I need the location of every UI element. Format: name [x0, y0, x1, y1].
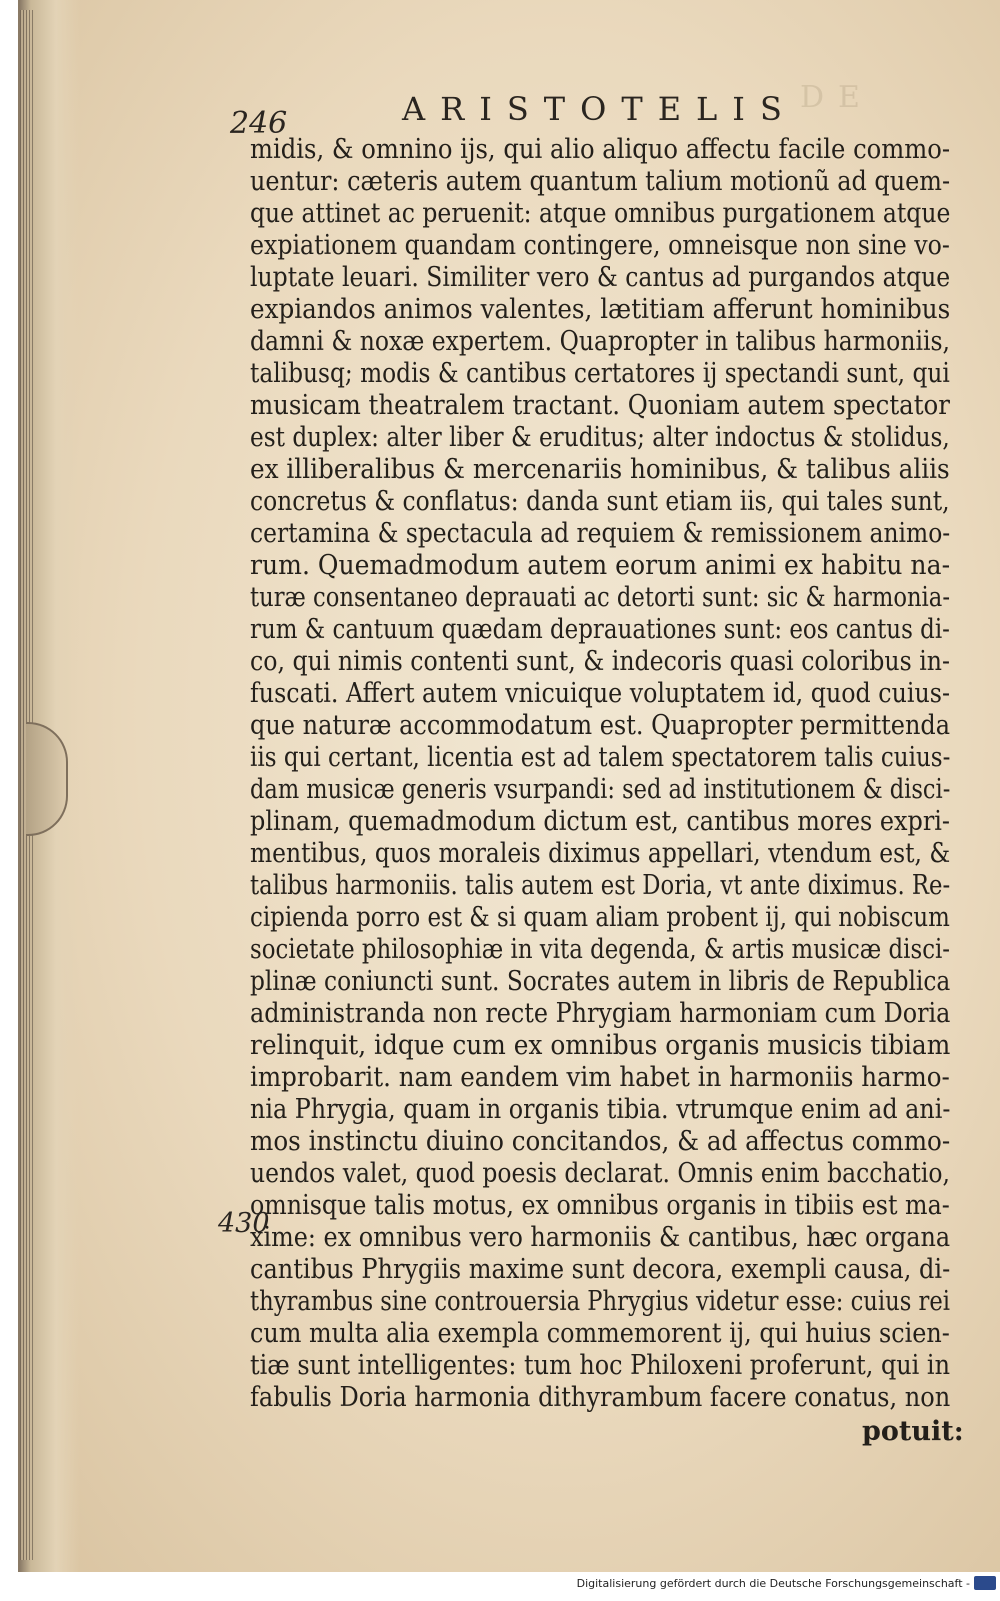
text-line: uentur: cæteris autem quantum talium motionũ ad quem-	[250, 166, 951, 197]
text-line: talibus harmoniis. talis autem est Doria, vt ante diximus. Re-	[250, 870, 951, 901]
bleed-through-text: DE	[800, 80, 874, 115]
text-line: musicam theatralem tractant. Quoniam autem spectator	[250, 390, 950, 421]
text-line: rum & cantuum quædam deprauationes sunt: eos cantus di-	[250, 614, 950, 645]
text-line: midis, & omnino ijs, qui alio aliquo affectu facile commo-	[250, 134, 951, 165]
text-line: concretus & conflatus: danda sunt etiam iis, qui tales sunt,	[250, 486, 950, 517]
text-line: iis qui certant, licentia est ad talem spectatorem talis cuius-	[250, 742, 951, 773]
text-line: fuscati. Affert autem vnicuique voluptatem id, quod cuius-	[250, 678, 950, 709]
text-line: rum. Quemadmodum autem eorum animi ex habitu na-	[250, 550, 951, 581]
text-line: administranda non recte Phrygiam harmoniam cum Doria	[250, 998, 951, 1029]
text-line: dam musicæ generis vsurpandi: sed ad institutionem & disci-	[250, 774, 951, 805]
text-line: omnisque talis motus, ex omnibus organis in tibiis est ma-	[250, 1190, 950, 1221]
page-number: 246	[230, 106, 288, 141]
text-line: certamina & spectacula ad requiem & remissionem animo-	[250, 518, 951, 549]
text-line: xime: ex omnibus vero harmoniis & cantibus, hæc organa	[250, 1222, 951, 1253]
text-line: tiæ sunt intelligentes: tum hoc Philoxeni proferunt, qui in	[250, 1350, 950, 1381]
text-line: plinam, quemadmodum dictum est, cantibus mores expri-	[250, 806, 951, 837]
text-line: cipienda porro est & si quam aliam probent ij, qui nobiscum	[250, 902, 950, 933]
page-header	[0, 82, 1000, 142]
text-line: damni & noxæ expertem. Quapropter in talibus harmoniis,	[250, 326, 950, 357]
text-line: improbarit. nam eandem vim habet in harmoniis harmo-	[250, 1062, 950, 1093]
text-line: que attinet ac peruenit: atque omnibus purgationem atque	[250, 198, 951, 229]
text-line: ex illiberalibus & mercenariis hominibus, & talibus aliis	[250, 454, 950, 485]
text-line: societate philosophiæ in vita degenda, & artis musicæ disci-	[250, 934, 951, 965]
text-line: expiandos animos valentes, lætitiam afferunt hominibus	[250, 294, 951, 325]
text-line: cantibus Phrygiis maxime sunt decora, exempli causa, di-	[250, 1254, 951, 1285]
text-line: talibusq; modis & cantibus certatores ij spectandi sunt, qui	[250, 358, 950, 389]
running-title: ARISTOTELIS	[402, 90, 797, 128]
digitization-footer	[0, 1572, 1000, 1601]
text-line: que naturæ accommodatum est. Quapropter permittenda	[250, 710, 951, 741]
margin-reference-number: 430	[218, 1208, 270, 1239]
text-line: mos instinctu diuino concitandos, & ad affectus commo-	[250, 1126, 951, 1157]
text-line: luptate leuari. Similiter vero & cantus ad purgandos atque	[250, 262, 951, 293]
text-line: expiationem quandam contingere, omneisque non sine vo-	[250, 230, 950, 261]
text-line: relinquit, idque cum ex omnibus organis musicis tibiam	[250, 1030, 951, 1061]
text-line: mentibus, quos moraleis diximus appellari, vtendum est, &	[250, 838, 951, 869]
dfg-logo-icon	[974, 1576, 996, 1590]
text-line: est duplex: alter liber & eruditus; alter indoctus & stolidus,	[250, 422, 950, 453]
text-line: fabulis Doria harmonia dithyrambum facere conatus, non	[250, 1382, 951, 1413]
funding-credit: Digitalisierung gefördert durch die Deutsche Forschungsgemeinschaft -	[576, 1577, 970, 1590]
body-text	[250, 134, 950, 1414]
text-line: turæ consentaneo deprauati ac detorti sunt: sic & harmonia-	[250, 582, 950, 613]
text-line: nia Phrygia, quam in organis tibia. vtrumque enim ad ani-	[250, 1094, 951, 1125]
text-line: plinæ coniuncti sunt. Socrates autem in libris de Republica	[250, 966, 951, 997]
text-line: uendos valet, quod poesis declarat. Omnis enim bacchatio,	[250, 1158, 950, 1189]
text-line: co, qui nimis contenti sunt, & indecoris quasi coloribus in-	[250, 646, 951, 677]
text-line: cum multa alia exempla commemorent ij, qui huius scien-	[250, 1318, 950, 1349]
text-line: thyrambus sine controuersia Phrygius videtur esse: cuius rei	[250, 1286, 951, 1317]
catch-word: potuit:	[862, 1416, 964, 1447]
